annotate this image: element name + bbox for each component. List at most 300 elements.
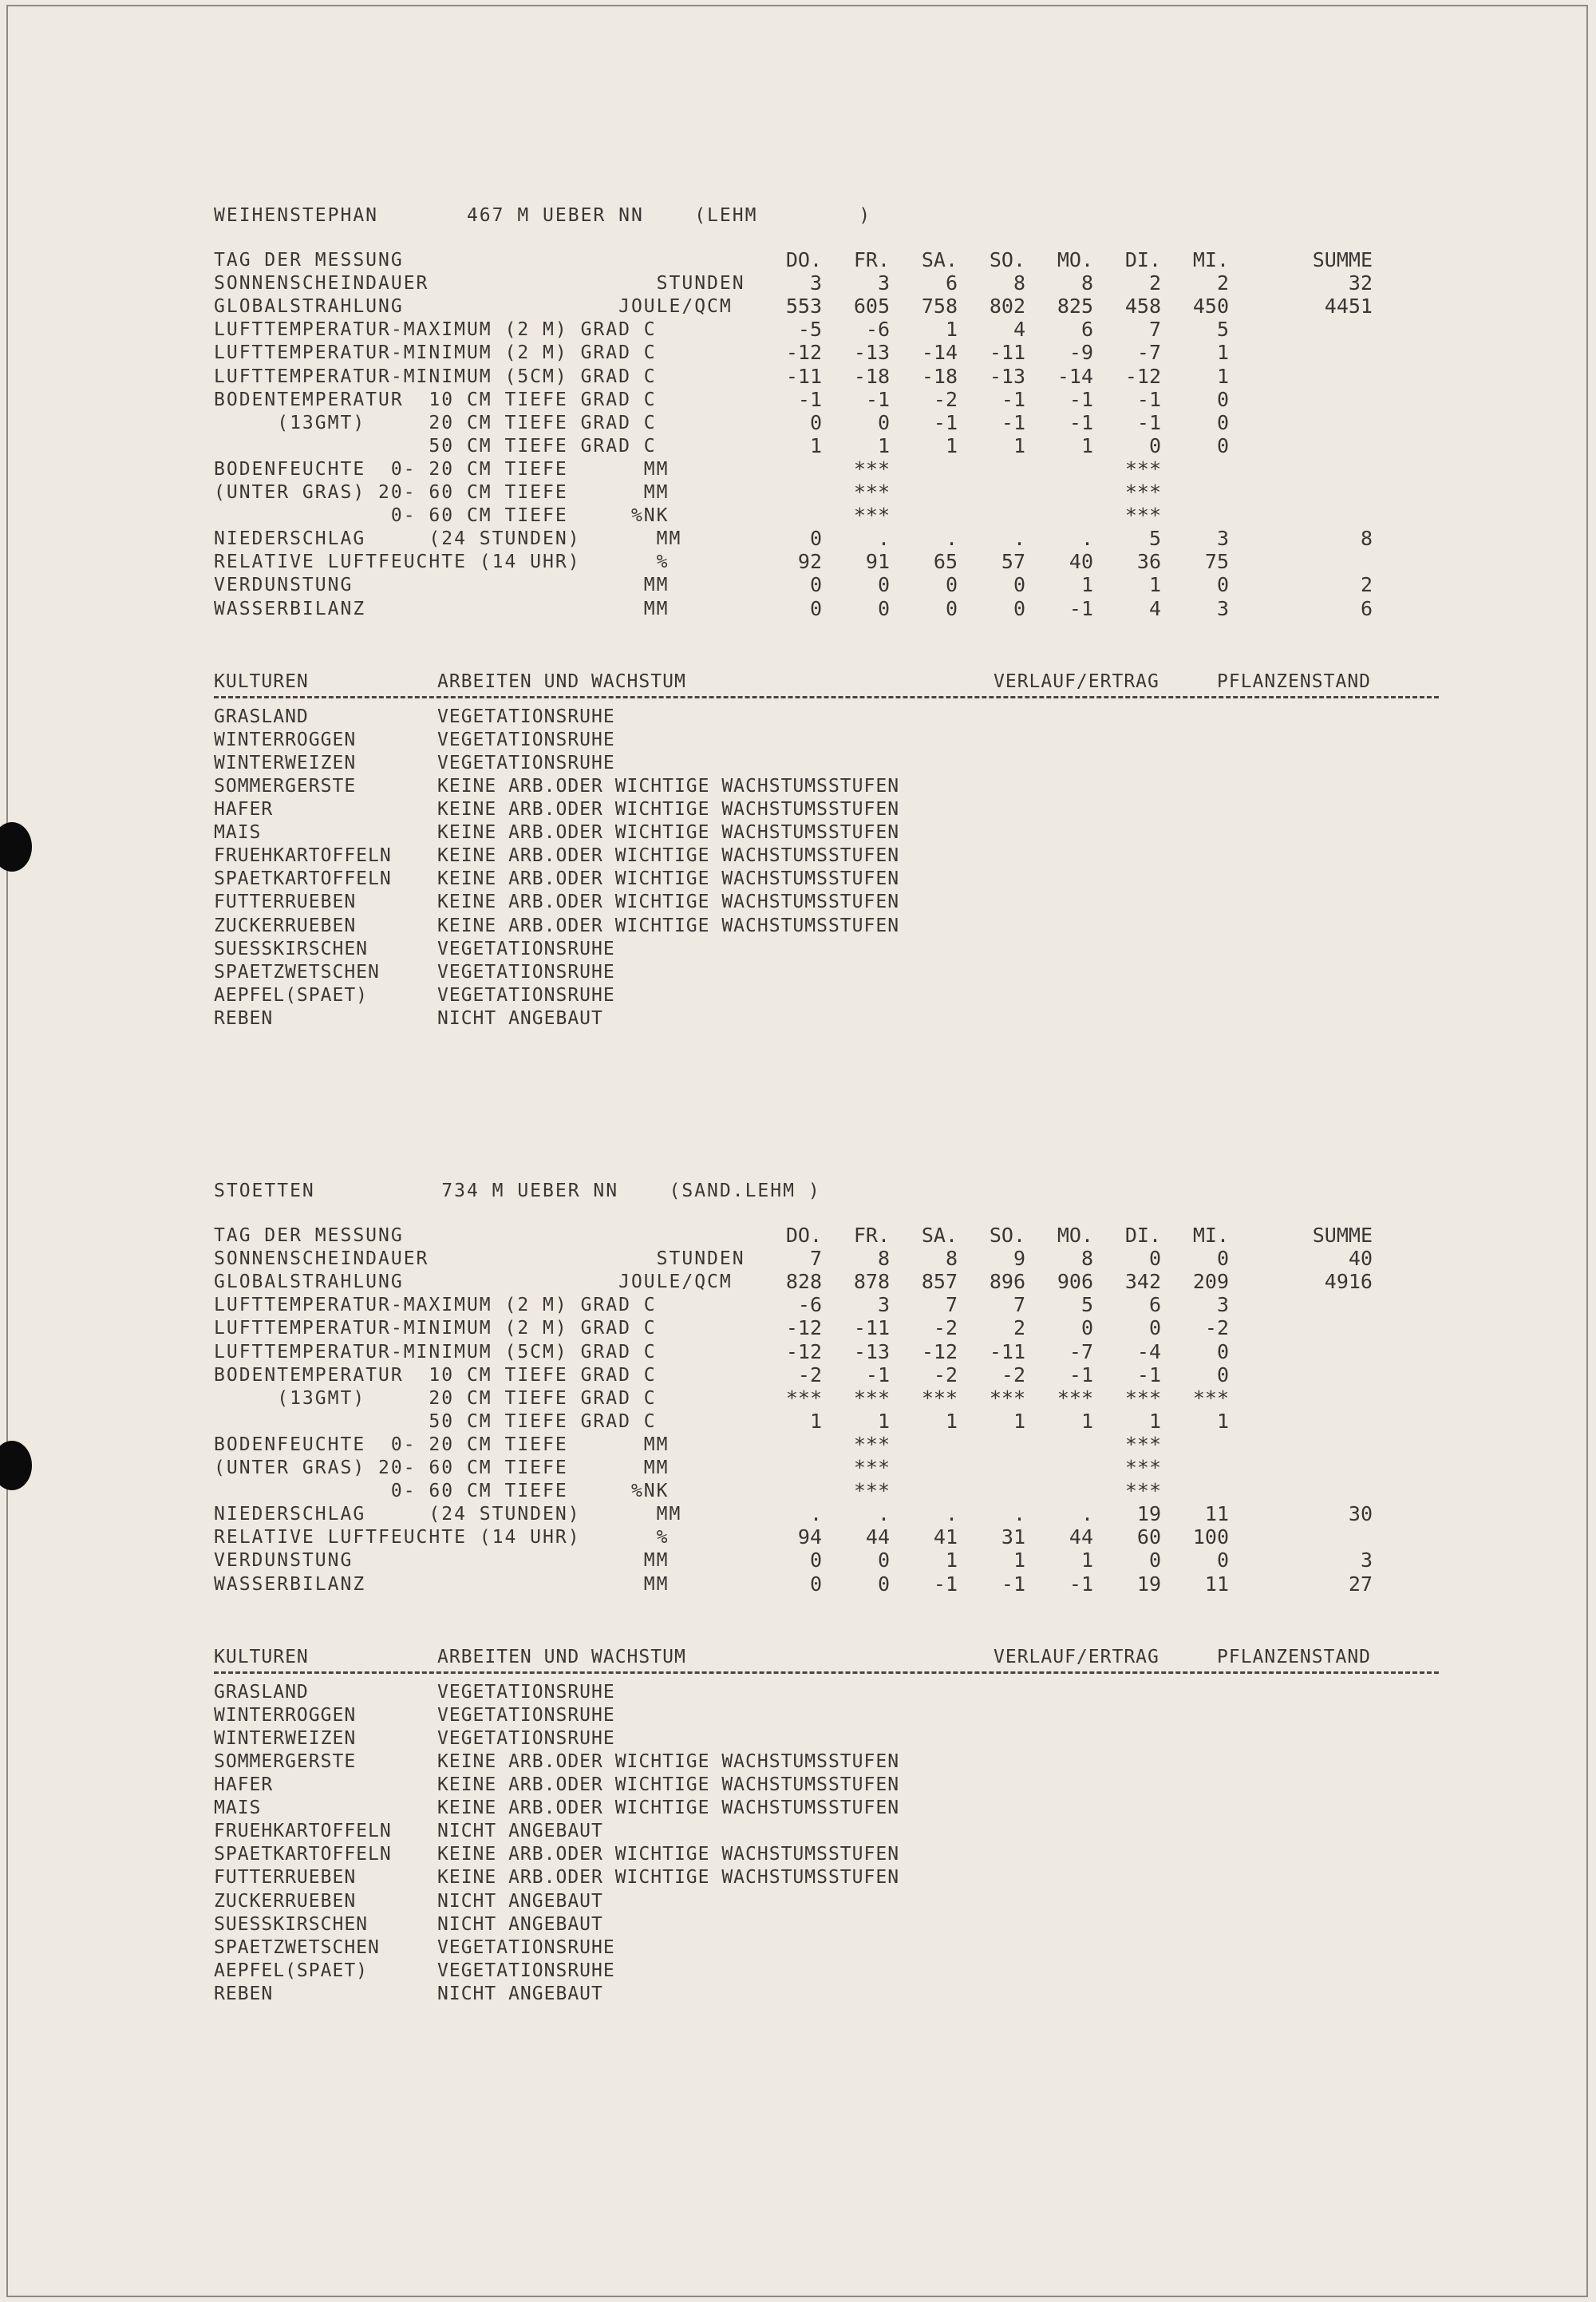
- station-title: STOETTEN 734 M UEBER NN (SAND.LEHM ): [214, 1181, 821, 1201]
- measurement-value: ***: [1124, 1432, 1161, 1456]
- measurement-value: 0: [1216, 573, 1229, 597]
- crop-status: NICHT ANGEBAUT: [437, 1821, 603, 1842]
- measurement-value: 0: [1148, 1247, 1161, 1271]
- crop-name: WINTERWEIZEN: [214, 1727, 357, 1749]
- measurement-value: 0: [1216, 433, 1229, 457]
- measurement-value: -2: [933, 1363, 958, 1386]
- measurement-value: -5: [797, 318, 822, 342]
- day-header: SA.: [921, 248, 958, 271]
- measurement-value: 553: [785, 295, 822, 318]
- measurement-value: 0: [1013, 573, 1025, 597]
- measurement-value: 60: [1136, 1525, 1161, 1549]
- measurement-value: 1: [809, 1409, 822, 1433]
- measurement-value: 450: [1192, 295, 1229, 318]
- crop-status: VEGETATIONSRUHE: [437, 938, 615, 959]
- measurement-label: (UNTER GRAS) 20- 60 CM TIEFE MM: [214, 1458, 670, 1478]
- measurement-value: -12: [921, 1339, 958, 1363]
- day-header: SA.: [921, 1224, 958, 1247]
- separator-line: [214, 1671, 1439, 1674]
- crop-status: VEGETATIONSRUHE: [437, 1936, 615, 1958]
- measurement-value: ***: [1124, 504, 1161, 528]
- measurement-label: NIEDERSCHLAG (24 STUNDEN) MM: [214, 528, 682, 550]
- measurement-value: 1: [945, 1409, 958, 1433]
- crop-status: KEINE ARB.ODER WICHTIGE WACHSTUMSSTUFEN: [437, 915, 900, 936]
- day-header-label: TAG DER MESSUNG: [214, 250, 404, 271]
- measurement-value: -1: [1136, 1363, 1161, 1386]
- measurement-value: ***: [853, 1456, 890, 1479]
- crop-name: FRUEHKARTOFFELN: [214, 845, 392, 867]
- crop-name: FRUEHKARTOFFELN: [214, 1821, 392, 1842]
- crop-name: SOMMERGERSTE: [214, 775, 357, 797]
- crop-status: VEGETATIONSRUHE: [437, 961, 615, 983]
- measurement-value: -7: [1069, 1339, 1093, 1363]
- measurement-value: -18: [853, 364, 890, 388]
- measurement-value: 8: [1080, 271, 1093, 295]
- crop-status: VEGETATIONSRUHE: [437, 1727, 615, 1749]
- measurement-value: ***: [853, 1386, 890, 1410]
- measurement-value: 7: [1148, 318, 1161, 342]
- crop-name: ZUCKERRUEBEN: [214, 915, 357, 936]
- measurement-sum: 3: [1360, 1549, 1373, 1572]
- measurement-value: -2: [933, 387, 958, 411]
- measurement-value: -1: [797, 387, 822, 411]
- measurement-value: 0: [809, 596, 822, 620]
- measurement-value: -2: [1204, 1316, 1229, 1340]
- measurement-value: 5: [1148, 527, 1161, 551]
- measurement-value: 1: [1148, 1409, 1161, 1433]
- measurement-value: 65: [933, 550, 958, 574]
- measurement-value: 1: [945, 318, 958, 342]
- pflanzenstand-header: PFLANZENSTAND: [1217, 1646, 1372, 1667]
- measurement-value: .: [1013, 527, 1025, 551]
- crop-name: AEPFEL(SPAET): [214, 984, 369, 1006]
- measurement-value: 41: [933, 1525, 958, 1549]
- day-header: FR.: [853, 248, 890, 271]
- measurement-value: 6: [1080, 318, 1093, 342]
- measurement-value: 0: [809, 573, 822, 597]
- measurement-value: -1: [1136, 410, 1161, 434]
- kulturen-header: KULTUREN: [214, 1646, 309, 1667]
- crop-name: SPAETZWETSCHEN: [214, 961, 380, 983]
- measurement-value: 5: [1080, 1293, 1093, 1317]
- measurement-value: 0: [1216, 387, 1229, 411]
- measurement-value: 8: [1080, 1247, 1093, 1271]
- measurement-value: 0: [1216, 1247, 1229, 1271]
- measurement-value: 0: [809, 410, 822, 434]
- crop-status: VEGETATIONSRUHE: [437, 752, 615, 773]
- measurement-value: 906: [1057, 1270, 1093, 1294]
- measurement-value: 0: [1216, 1363, 1229, 1386]
- measurement-label: (UNTER GRAS) 20- 60 CM TIEFE MM: [214, 482, 670, 503]
- measurement-value: 44: [1069, 1525, 1093, 1549]
- measurement-value: 8: [945, 1247, 958, 1271]
- measurement-value: -2: [933, 1316, 958, 1340]
- crop-status: VEGETATIONSRUHE: [437, 1704, 615, 1726]
- measurement-value: -1: [1001, 410, 1025, 434]
- crop-name: WINTERROGGEN: [214, 1704, 357, 1726]
- measurement-value: ***: [853, 1432, 890, 1456]
- measurement-value: .: [1080, 527, 1093, 551]
- measurement-value: ***: [1124, 1479, 1161, 1503]
- measurement-label: LUFTTEMPERATUR-MINIMUM (5CM) GRAD C: [214, 1341, 657, 1363]
- measurement-value: 19: [1136, 1502, 1161, 1526]
- measurement-value: 758: [921, 295, 958, 318]
- measurement-value: 0: [1148, 1316, 1161, 1340]
- crop-status: KEINE ARB.ODER WICHTIGE WACHSTUMSSTUFEN: [437, 822, 900, 844]
- measurement-value: 92: [797, 550, 822, 574]
- measurement-value: .: [945, 527, 958, 551]
- measurement-value: .: [1080, 1502, 1093, 1526]
- measurement-sum: 2: [1360, 573, 1373, 597]
- crop-name: HAFER: [214, 1774, 274, 1795]
- measurement-value: -1: [933, 410, 958, 434]
- measurement-value: -13: [989, 364, 1025, 388]
- crop-name: GRASLAND: [214, 706, 309, 727]
- measurement-value: 0: [1216, 1339, 1229, 1363]
- measurement-value: ***: [1057, 1386, 1093, 1410]
- measurement-value: -7: [1136, 341, 1161, 365]
- crop-status: KEINE ARB.ODER WICHTIGE WACHSTUMSSTUFEN: [437, 868, 900, 890]
- crop-name: REBEN: [214, 1007, 274, 1029]
- measurement-value: ***: [921, 1386, 958, 1410]
- crop-name: SOMMERGERSTE: [214, 1750, 357, 1772]
- measurement-value: 6: [1148, 1293, 1161, 1317]
- arbeiten-header: ARBEITEN UND WACHSTUM: [437, 1646, 686, 1667]
- measurement-label: SONNENSCHEINDAUER STUNDEN: [214, 273, 745, 295]
- crop-name: MAIS: [214, 822, 262, 844]
- day-header: DI.: [1124, 248, 1161, 271]
- measurement-value: .: [877, 527, 890, 551]
- crop-name: HAFER: [214, 799, 274, 820]
- measurement-value: 94: [797, 1525, 822, 1549]
- measurement-value: 57: [1001, 550, 1025, 574]
- measurement-value: 0: [1148, 433, 1161, 457]
- measurement-value: -1: [1069, 387, 1093, 411]
- measurement-value: -11: [989, 341, 1025, 365]
- crop-status: VEGETATIONSRUHE: [437, 984, 615, 1006]
- measurement-value: -4: [1136, 1339, 1161, 1363]
- crop-name: SPAETKARTOFFELN: [214, 868, 392, 890]
- measurement-value: 342: [1124, 1270, 1161, 1294]
- measurement-value: -12: [785, 1316, 822, 1340]
- measurement-label: 50 CM TIEFE GRAD C: [214, 1410, 657, 1432]
- measurement-value: 2: [1148, 271, 1161, 295]
- measurement-value: 3: [877, 271, 890, 295]
- measurement-value: -2: [1001, 1363, 1025, 1386]
- crop-status: VEGETATIONSRUHE: [437, 1960, 615, 1981]
- measurement-value: 1: [809, 433, 822, 457]
- verlauf-header: VERLAUF/ERTRAG: [994, 670, 1159, 692]
- measurement-value: 3: [1216, 596, 1229, 620]
- measurement-value: 896: [989, 1270, 1025, 1294]
- measurement-label: WASSERBILANZ MM: [214, 1573, 670, 1595]
- arbeiten-header: ARBEITEN UND WACHSTUM: [437, 670, 686, 692]
- measurement-value: 1: [877, 433, 890, 457]
- measurement-sum: 4451: [1324, 295, 1373, 318]
- measurement-value: -1: [1069, 1363, 1093, 1386]
- measurement-value: -14: [921, 341, 958, 365]
- crop-status: NICHT ANGEBAUT: [437, 1983, 603, 2004]
- measurement-label: LUFTTEMPERATUR-MAXIMUM (2 M) GRAD C: [214, 1295, 657, 1316]
- measurement-value: -13: [853, 1339, 890, 1363]
- measurement-value: 857: [921, 1270, 958, 1294]
- measurement-label: 0- 60 CM TIEFE %NK: [214, 1481, 670, 1502]
- day-header: MI.: [1192, 248, 1229, 271]
- measurement-label: BODENFEUCHTE 0- 20 CM TIEFE MM: [214, 1434, 670, 1455]
- measurement-value: 209: [1192, 1270, 1229, 1294]
- crop-name: GRASLAND: [214, 1681, 309, 1703]
- measurement-value: -1: [1001, 387, 1025, 411]
- measurement-value: -11: [785, 364, 822, 388]
- crop-status: KEINE ARB.ODER WICHTIGE WACHSTUMSSTUFEN: [437, 1750, 900, 1772]
- measurement-value: 11: [1204, 1572, 1229, 1596]
- crop-name: AEPFEL(SPAET): [214, 1960, 369, 1981]
- measurement-label: VERDUNSTUNG MM: [214, 1550, 670, 1572]
- measurement-label: BODENTEMPERATUR 10 CM TIEFE GRAD C: [214, 1364, 657, 1386]
- crop-status: KEINE ARB.ODER WICHTIGE WACHSTUMSSTUFEN: [437, 845, 900, 867]
- measurement-sum: 8: [1360, 527, 1373, 551]
- day-header: FR.: [853, 1224, 890, 1247]
- sum-header: SUMME: [1312, 1224, 1373, 1247]
- measurement-label: WASSERBILANZ MM: [214, 598, 670, 619]
- measurement-value: 0: [877, 573, 890, 597]
- measurement-sum: 40: [1348, 1247, 1373, 1271]
- measurement-value: 3: [1216, 1293, 1229, 1317]
- measurement-sum: 4916: [1324, 1270, 1373, 1294]
- measurement-value: ***: [1124, 1456, 1161, 1479]
- measurement-value: 1: [1013, 433, 1025, 457]
- measurement-value: 11: [1204, 1502, 1229, 1526]
- measurement-value: 1: [1013, 1549, 1025, 1572]
- crop-status: VEGETATIONSRUHE: [437, 1681, 615, 1703]
- crop-name: SUESSKIRSCHEN: [214, 1913, 369, 1935]
- measurement-value: 1: [1216, 364, 1229, 388]
- measurement-value: 91: [865, 550, 890, 574]
- crop-status: KEINE ARB.ODER WICHTIGE WACHSTUMSSTUFEN: [437, 775, 900, 797]
- measurement-value: 6: [945, 271, 958, 295]
- measurement-label: 0- 60 CM TIEFE %NK: [214, 505, 670, 527]
- measurement-value: ***: [1192, 1386, 1229, 1410]
- measurement-value: 0: [877, 1549, 890, 1572]
- measurement-value: 825: [1057, 295, 1093, 318]
- measurement-label: 50 CM TIEFE GRAD C: [214, 435, 657, 457]
- measurement-value: ***: [1124, 481, 1161, 504]
- day-header: DO.: [785, 248, 822, 271]
- measurement-value: ***: [853, 504, 890, 528]
- measurement-value: ***: [1124, 1386, 1161, 1410]
- day-header: SO.: [989, 1224, 1025, 1247]
- measurement-value: 828: [785, 1270, 822, 1294]
- measurement-value: ***: [989, 1386, 1025, 1410]
- measurement-value: -1: [1069, 1572, 1093, 1596]
- measurement-value: ***: [785, 1386, 822, 1410]
- measurement-value: 19: [1136, 1572, 1161, 1596]
- measurement-label: LUFTTEMPERATUR-MAXIMUM (2 M) GRAD C: [214, 319, 657, 341]
- measurement-value: 4: [1013, 318, 1025, 342]
- measurement-value: 878: [853, 1270, 890, 1294]
- measurement-value: -14: [1057, 364, 1093, 388]
- day-header: MI.: [1192, 1224, 1229, 1247]
- measurement-value: -1: [865, 1363, 890, 1386]
- crop-status: KEINE ARB.ODER WICHTIGE WACHSTUMSSTUFEN: [437, 1798, 900, 1819]
- measurement-value: .: [945, 1502, 958, 1526]
- measurement-value: 1: [1216, 1409, 1229, 1433]
- measurement-label: LUFTTEMPERATUR-MINIMUM (2 M) GRAD C: [214, 1318, 657, 1339]
- measurement-value: ***: [853, 457, 890, 481]
- crop-status: KEINE ARB.ODER WICHTIGE WACHSTUMSSTUFEN: [437, 1774, 900, 1795]
- measurement-value: 0: [877, 410, 890, 434]
- measurement-value: 0: [1080, 1316, 1093, 1340]
- crop-name: WINTERROGGEN: [214, 729, 357, 750]
- measurement-value: 3: [877, 1293, 890, 1317]
- measurement-value: 1: [1080, 1409, 1093, 1433]
- day-header-label: TAG DER MESSUNG: [214, 1225, 404, 1246]
- measurement-value: .: [1013, 1502, 1025, 1526]
- crop-status: NICHT ANGEBAUT: [437, 1913, 603, 1935]
- measurement-value: -12: [785, 1339, 822, 1363]
- measurement-value: 458: [1124, 295, 1161, 318]
- measurement-value: 3: [1216, 527, 1229, 551]
- measurement-value: -6: [797, 1293, 822, 1317]
- measurement-value: 802: [989, 295, 1025, 318]
- measurement-value: 9: [1013, 1247, 1025, 1271]
- measurement-value: 1: [1080, 1549, 1093, 1572]
- crop-status: KEINE ARB.ODER WICHTIGE WACHSTUMSSTUFEN: [437, 799, 900, 820]
- day-header: MO.: [1057, 1224, 1093, 1247]
- measurement-value: 0: [1216, 410, 1229, 434]
- separator-line: [214, 696, 1439, 698]
- measurement-sum: 30: [1348, 1502, 1373, 1526]
- measurement-label: NIEDERSCHLAG (24 STUNDEN) MM: [214, 1504, 682, 1525]
- measurement-value: -1: [1001, 1572, 1025, 1596]
- measurement-value: 31: [1001, 1525, 1025, 1549]
- kulturen-header: KULTUREN: [214, 670, 309, 692]
- crop-name: SUESSKIRSCHEN: [214, 938, 369, 959]
- measurement-value: -9: [1069, 341, 1093, 365]
- measurement-value: 2: [1013, 1316, 1025, 1340]
- crop-name: SPAETKARTOFFELN: [214, 1844, 392, 1865]
- crop-status: KEINE ARB.ODER WICHTIGE WACHSTUMSSTUFEN: [437, 1867, 900, 1889]
- measurement-sum: 32: [1348, 271, 1373, 295]
- measurement-value: 0: [877, 1572, 890, 1596]
- measurement-label: RELATIVE LUFTFEUCHTE (14 UHR) %: [214, 1527, 670, 1549]
- measurement-value: 36: [1136, 550, 1161, 574]
- crop-name: FUTTERRUEBEN: [214, 1867, 357, 1889]
- measurement-value: 40: [1069, 550, 1093, 574]
- crop-name: SPAETZWETSCHEN: [214, 1936, 380, 1958]
- measurement-value: -1: [933, 1572, 958, 1596]
- measurement-value: .: [877, 1502, 890, 1526]
- measurement-label: (13GMT) 20 CM TIEFE GRAD C: [214, 1387, 657, 1409]
- crop-name: ZUCKERRUEBEN: [214, 1890, 357, 1912]
- crop-name: WINTERWEIZEN: [214, 752, 357, 773]
- measurement-label: GLOBALSTRAHLUNG JOULE/QCM: [214, 296, 733, 318]
- measurement-value: 5: [1216, 318, 1229, 342]
- measurement-value: 1: [1148, 573, 1161, 597]
- verlauf-header: VERLAUF/ERTRAG: [994, 1646, 1159, 1667]
- measurement-value: 1: [1013, 1409, 1025, 1433]
- measurement-label: GLOBALSTRAHLUNG JOULE/QCM: [214, 1272, 733, 1293]
- measurement-label: RELATIVE LUFTFEUCHTE (14 UHR) %: [214, 552, 670, 573]
- measurement-value: 44: [865, 1525, 890, 1549]
- measurement-value: ***: [853, 481, 890, 504]
- measurement-value: 0: [809, 527, 822, 551]
- measurement-value: -2: [797, 1363, 822, 1386]
- measurement-value: 7: [945, 1293, 958, 1317]
- crop-status: VEGETATIONSRUHE: [437, 706, 615, 727]
- measurement-value: -18: [921, 364, 958, 388]
- crop-name: REBEN: [214, 1983, 274, 2004]
- measurement-value: 0: [809, 1572, 822, 1596]
- measurement-value: 0: [1148, 1549, 1161, 1572]
- measurement-value: 75: [1204, 550, 1229, 574]
- crop-name: FUTTERRUEBEN: [214, 892, 357, 913]
- measurement-value: -1: [1069, 596, 1093, 620]
- measurement-value: 7: [809, 1247, 822, 1271]
- day-header: DO.: [785, 1224, 822, 1247]
- measurement-value: ***: [1124, 457, 1161, 481]
- day-header: SO.: [989, 248, 1025, 271]
- measurement-value: -11: [853, 1316, 890, 1340]
- measurement-value: 1: [1080, 573, 1093, 597]
- measurement-value: 3: [809, 271, 822, 295]
- measurement-value: -12: [785, 341, 822, 365]
- measurement-value: -12: [1124, 364, 1161, 388]
- measurement-value: 1: [877, 1409, 890, 1433]
- measurement-label: VERDUNSTUNG MM: [214, 575, 670, 596]
- measurement-value: 0: [1013, 596, 1025, 620]
- day-header: DI.: [1124, 1224, 1161, 1247]
- measurement-sum: 27: [1348, 1572, 1373, 1596]
- measurement-value: 7: [1013, 1293, 1025, 1317]
- crop-name: MAIS: [214, 1798, 262, 1819]
- measurement-value: 605: [853, 295, 890, 318]
- measurement-value: 2: [1216, 271, 1229, 295]
- measurement-value: -11: [989, 1339, 1025, 1363]
- measurement-value: -1: [865, 387, 890, 411]
- measurement-label: SONNENSCHEINDAUER STUNDEN: [214, 1248, 745, 1270]
- measurement-value: 4: [1148, 596, 1161, 620]
- measurement-value: 1: [945, 433, 958, 457]
- measurement-value: 100: [1192, 1525, 1229, 1549]
- measurement-value: ***: [853, 1479, 890, 1503]
- measurement-label: (13GMT) 20 CM TIEFE GRAD C: [214, 412, 657, 433]
- measurement-label: BODENFEUCHTE 0- 20 CM TIEFE MM: [214, 458, 670, 480]
- crop-status: VEGETATIONSRUHE: [437, 729, 615, 750]
- measurement-value: -1: [1136, 387, 1161, 411]
- measurement-label: LUFTTEMPERATUR-MINIMUM (5CM) GRAD C: [214, 366, 657, 387]
- crop-status: KEINE ARB.ODER WICHTIGE WACHSTUMSSTUFEN: [437, 892, 900, 913]
- measurement-value: -1: [1069, 410, 1093, 434]
- measurement-value: 0: [945, 596, 958, 620]
- measurement-value: .: [809, 1502, 822, 1526]
- pflanzenstand-header: PFLANZENSTAND: [1217, 670, 1372, 692]
- measurement-value: 0: [1216, 1549, 1229, 1572]
- measurement-label: BODENTEMPERATUR 10 CM TIEFE GRAD C: [214, 389, 657, 410]
- measurement-sum: 6: [1360, 596, 1373, 620]
- crop-status: NICHT ANGEBAUT: [437, 1007, 603, 1029]
- measurement-value: 1: [1080, 433, 1093, 457]
- measurement-value: 1: [1216, 341, 1229, 365]
- day-header: MO.: [1057, 248, 1093, 271]
- measurement-value: 8: [877, 1247, 890, 1271]
- measurement-value: 0: [945, 573, 958, 597]
- measurement-value: 0: [809, 1549, 822, 1572]
- measurement-value: 1: [945, 1549, 958, 1572]
- measurement-value: -13: [853, 341, 890, 365]
- measurement-value: 0: [877, 596, 890, 620]
- measurement-value: 8: [1013, 271, 1025, 295]
